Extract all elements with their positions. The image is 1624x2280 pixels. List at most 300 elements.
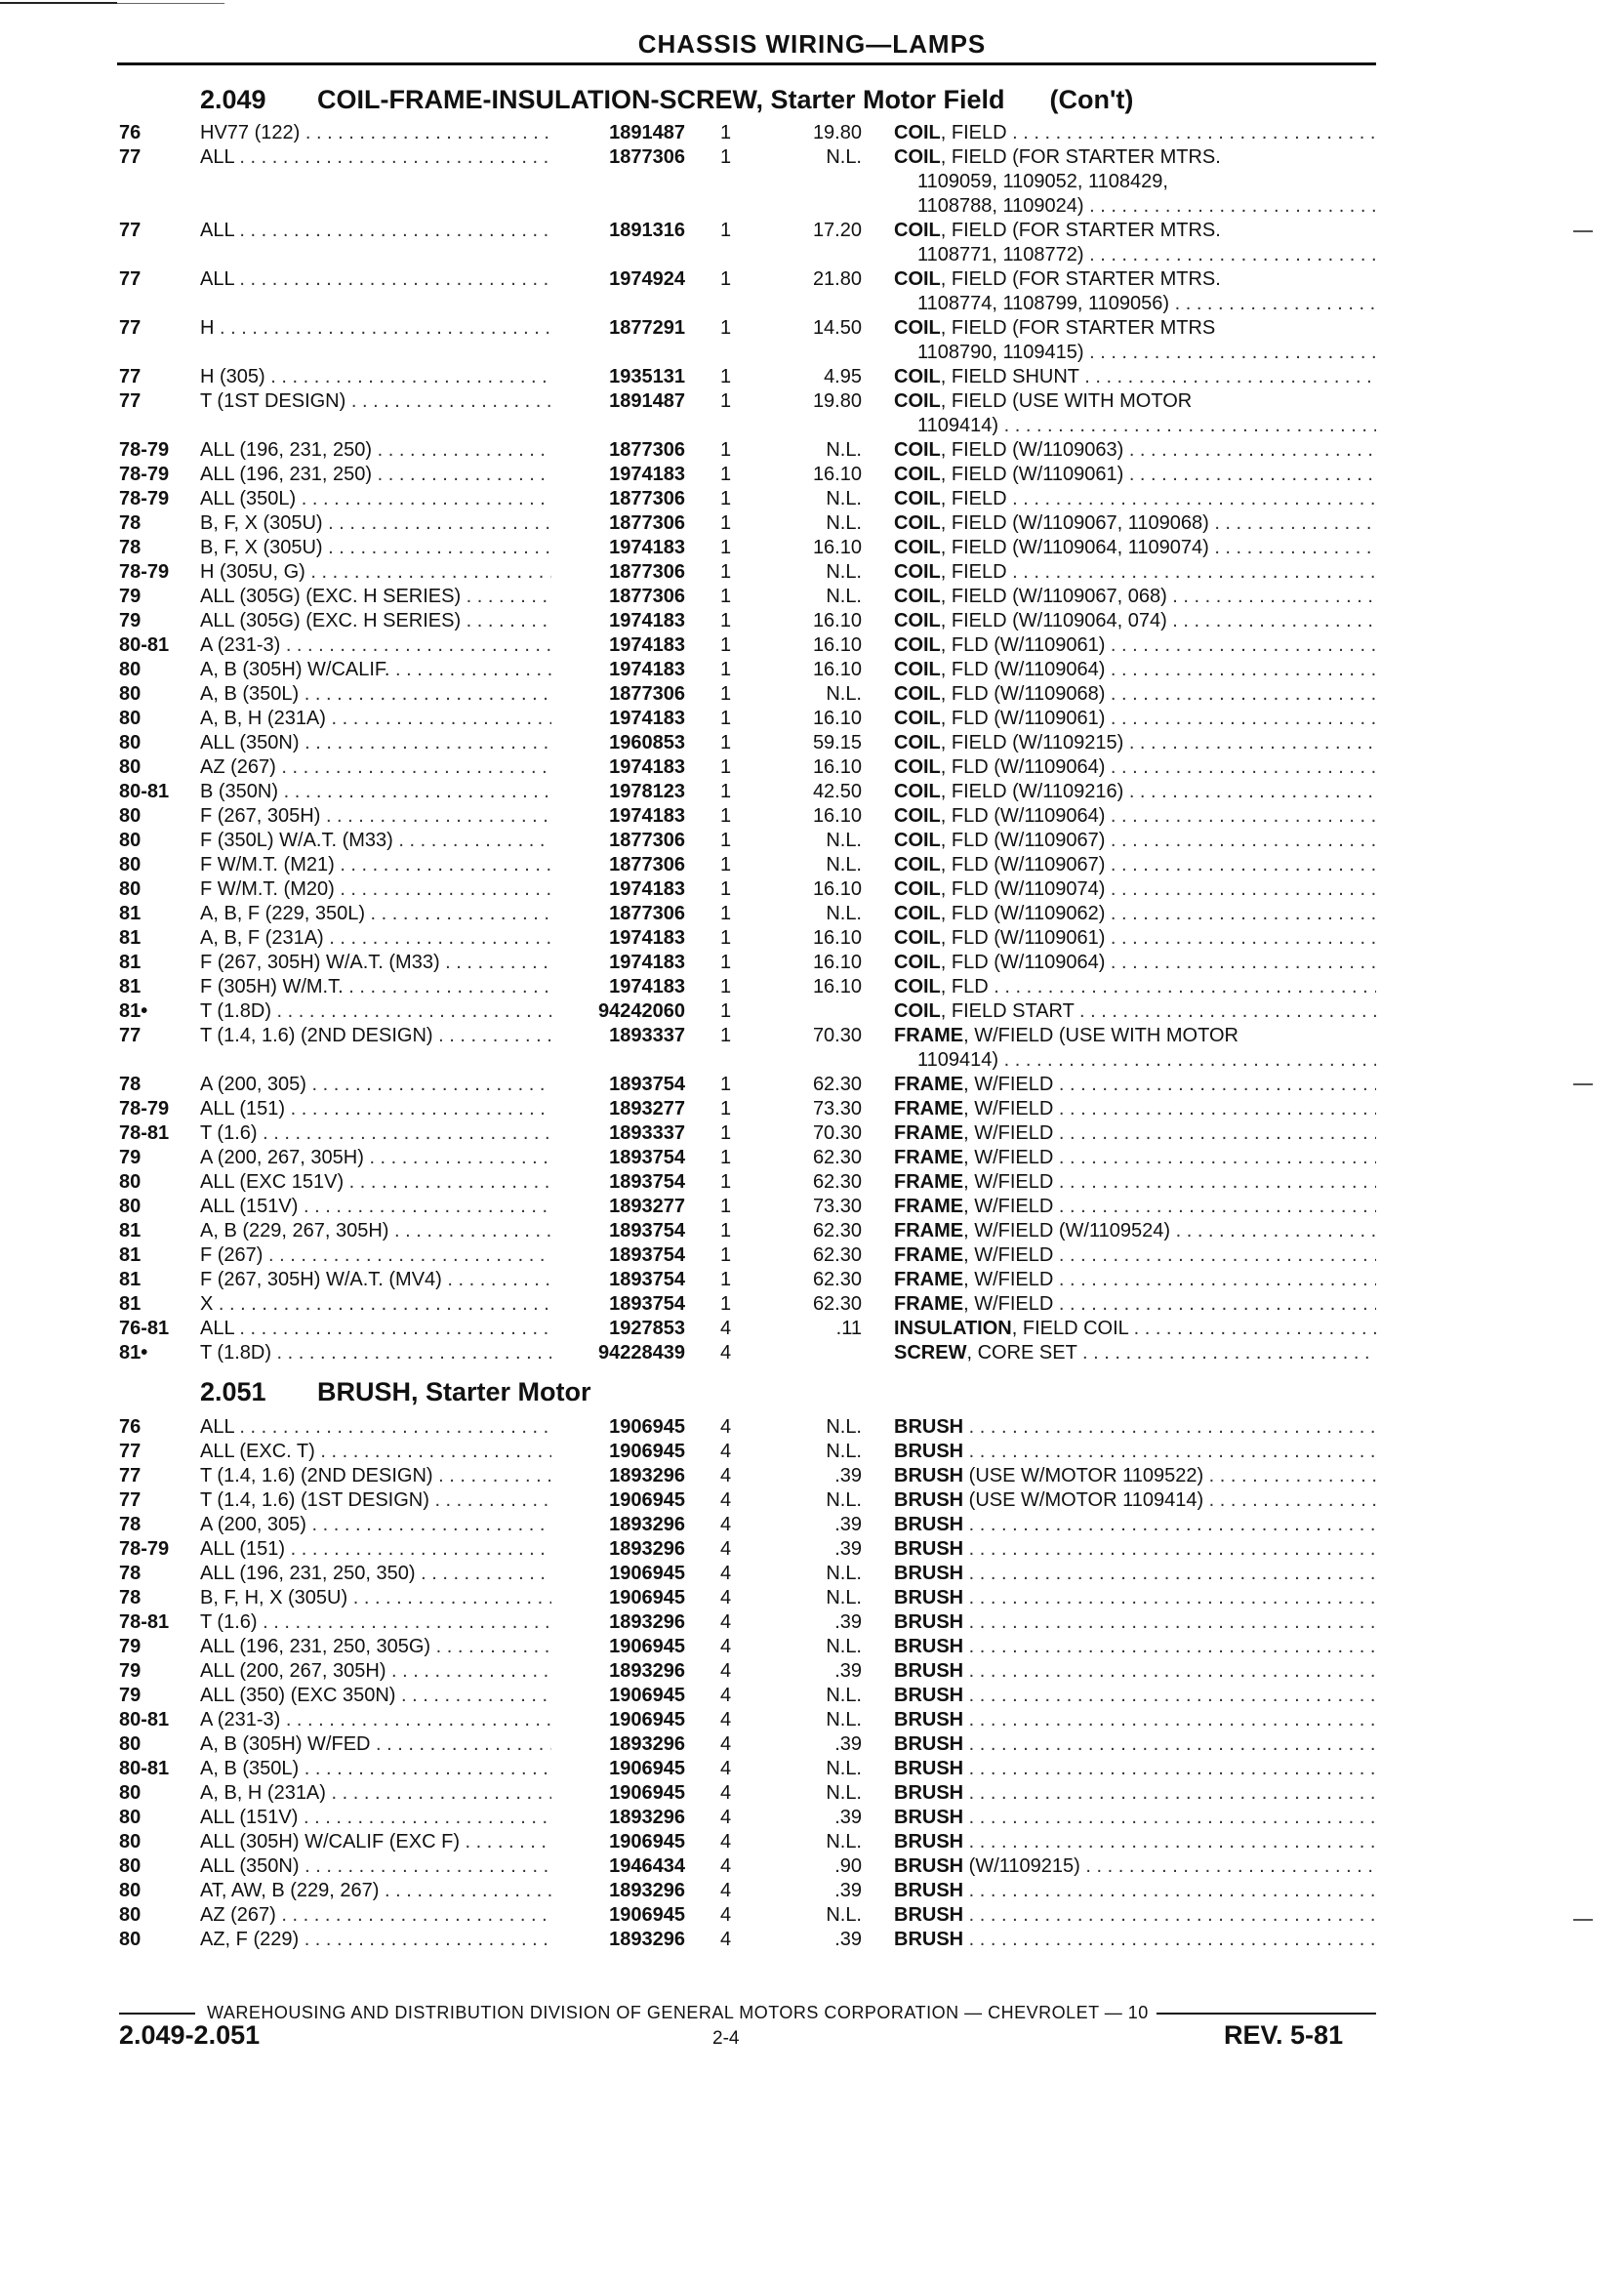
description-detail: , FLD (W/1109064) bbox=[940, 659, 1106, 680]
description-cell bbox=[894, 1219, 1376, 1243]
part-number-cell: 1906945 bbox=[609, 1563, 685, 1584]
table-row bbox=[0, 1073, 1624, 1097]
price-cell: .39 bbox=[834, 1514, 862, 1535]
description-detail: , FLD (W/1109061) bbox=[940, 927, 1106, 949]
quantity-cell: 1 bbox=[720, 1293, 732, 1315]
model-cell: B, F, X (305U) . . . bbox=[200, 536, 551, 560]
quantity-cell: 4 bbox=[720, 1342, 732, 1364]
description-keyword: BRUSH bbox=[894, 1904, 964, 1926]
part-number-cell: 1974924 bbox=[609, 268, 685, 290]
price-cell: N.L. bbox=[826, 488, 862, 509]
description-keyword: BRUSH bbox=[894, 1782, 964, 1804]
description-keyword: COIL bbox=[894, 268, 941, 290]
model-cell: F (267, 305H) W/A.T. (MV4) . . . bbox=[200, 1268, 551, 1292]
description-cell: 1109414) . . . bbox=[917, 414, 1376, 438]
table-row bbox=[0, 1024, 1624, 1048]
year-cell: 80 bbox=[119, 1782, 142, 1804]
year-cell: 81• bbox=[119, 1000, 148, 1022]
description-cell bbox=[894, 731, 1376, 755]
part-number-cell: 1893296 bbox=[609, 1514, 685, 1535]
table-row bbox=[0, 707, 1624, 731]
description-cell bbox=[894, 658, 1376, 682]
year-cell: 81 bbox=[119, 927, 142, 949]
part-number-cell: 1927853 bbox=[609, 1318, 685, 1339]
description-keyword: FRAME bbox=[894, 1122, 964, 1144]
description-detail: , FLD (W/1109061) bbox=[940, 634, 1106, 656]
description-keyword: BRUSH bbox=[894, 1880, 964, 1901]
description-keyword: COIL bbox=[894, 659, 941, 680]
quantity-cell: 1 bbox=[720, 1000, 732, 1022]
table-row-continuation bbox=[0, 170, 1624, 194]
section-number: 2.051 bbox=[200, 1377, 266, 1406]
year-cell: 81 bbox=[119, 1269, 142, 1290]
description-detail: , FIELD (FOR STARTER MTRS. bbox=[940, 268, 1221, 290]
table-row bbox=[0, 121, 1624, 145]
description-keyword: BRUSH bbox=[894, 1733, 964, 1755]
margin-mark bbox=[1573, 1919, 1593, 1921]
year-cell: 80-81 bbox=[119, 1758, 170, 1779]
model-cell: ALL (305H) W/CALIF (EXC F) . . . bbox=[200, 1830, 551, 1854]
description-cell bbox=[894, 1440, 1376, 1464]
year-cell: 80 bbox=[119, 683, 142, 705]
quantity-cell: 4 bbox=[720, 1489, 732, 1511]
model-cell: A (231-3) . . . bbox=[200, 633, 551, 658]
description-keyword: COIL bbox=[894, 732, 941, 753]
description-cell bbox=[894, 975, 1376, 999]
price-cell: 16.10 bbox=[812, 756, 862, 778]
description-cell: 1108771, 1108772) . . . bbox=[917, 243, 1376, 267]
model-cell: A, B (305H) W/FED . . . bbox=[200, 1732, 551, 1757]
description-detail: , FIELD (FOR STARTER MTRS bbox=[940, 317, 1216, 339]
quantity-cell: 1 bbox=[720, 1122, 732, 1144]
description-keyword: BRUSH bbox=[894, 1489, 969, 1511]
quantity-cell: 4 bbox=[720, 1636, 732, 1657]
price-cell: 16.10 bbox=[812, 927, 862, 949]
description-keyword: COIL bbox=[894, 1000, 941, 1022]
quantity-cell: 1 bbox=[720, 488, 732, 509]
quantity-cell: 1 bbox=[720, 952, 732, 973]
quantity-cell: 4 bbox=[720, 1685, 732, 1706]
section-number: 2.049 bbox=[200, 85, 266, 114]
description-keyword: BRUSH bbox=[894, 1929, 964, 1950]
price-cell: .39 bbox=[834, 1929, 862, 1950]
part-number-cell: 1877306 bbox=[609, 561, 685, 583]
year-cell: 80-81 bbox=[119, 634, 170, 656]
quantity-cell: 4 bbox=[720, 1318, 732, 1339]
table-row bbox=[0, 1806, 1624, 1830]
description-cell bbox=[894, 999, 1376, 1024]
year-cell: 78 bbox=[119, 537, 142, 558]
description-keyword: FRAME bbox=[894, 1074, 964, 1095]
description-cell bbox=[894, 1170, 1376, 1195]
year-cell: 77 bbox=[119, 1025, 142, 1046]
description-detail: , FIELD (W/1109067, 068) bbox=[940, 586, 1167, 607]
price-cell: N.L. bbox=[826, 1563, 862, 1584]
price-cell: N.L. bbox=[826, 1904, 862, 1926]
table-row bbox=[0, 560, 1624, 585]
table-row-continuation bbox=[0, 292, 1624, 316]
description-cell bbox=[894, 1586, 1376, 1610]
price-cell: 62.30 bbox=[812, 1269, 862, 1290]
description-cell bbox=[894, 755, 1376, 780]
year-cell: 80 bbox=[119, 708, 142, 729]
table-row bbox=[0, 1097, 1624, 1121]
year-cell: 80 bbox=[119, 659, 142, 680]
price-cell: 17.20 bbox=[812, 220, 862, 241]
quantity-cell: 1 bbox=[720, 781, 732, 802]
description-detail: , W/FIELD bbox=[963, 1171, 1054, 1193]
quantity-cell: 1 bbox=[720, 805, 732, 827]
table-row bbox=[0, 633, 1624, 658]
table-row bbox=[0, 145, 1624, 170]
quantity-cell: 1 bbox=[720, 1147, 732, 1168]
part-number-cell: 1877306 bbox=[609, 683, 685, 705]
price-cell: 14.50 bbox=[812, 317, 862, 339]
year-cell: 80-81 bbox=[119, 1709, 170, 1730]
description-cell: 1108774, 1108799, 1109056) . . . bbox=[917, 292, 1376, 316]
quantity-cell: 4 bbox=[720, 1538, 732, 1560]
price-cell: 70.30 bbox=[812, 1025, 862, 1046]
description-detail: , FLD bbox=[940, 976, 989, 998]
table-row bbox=[0, 999, 1624, 1024]
description-cell bbox=[894, 536, 1376, 560]
description-keyword: COIL bbox=[894, 464, 941, 485]
page-header: CHASSIS WIRING—LAMPS bbox=[637, 29, 987, 59]
table-row bbox=[0, 1684, 1624, 1708]
quantity-cell: 1 bbox=[720, 464, 732, 485]
price-cell: N.L. bbox=[826, 1489, 862, 1511]
table-row bbox=[0, 219, 1624, 243]
year-cell: 77 bbox=[119, 1441, 142, 1462]
description-cell bbox=[894, 1024, 1376, 1048]
quantity-cell: 1 bbox=[720, 122, 732, 143]
part-number-cell: 1974183 bbox=[609, 878, 685, 900]
description-keyword: BRUSH bbox=[894, 1758, 964, 1779]
description-keyword: BRUSH bbox=[894, 1416, 964, 1438]
footer-rule bbox=[1157, 2013, 1376, 2015]
model-cell: H (305) . . . bbox=[200, 365, 551, 389]
description-cell bbox=[894, 902, 1376, 926]
description-cell bbox=[894, 365, 1376, 389]
table-row bbox=[0, 1170, 1624, 1195]
description-cell bbox=[894, 1243, 1376, 1268]
part-number-cell: 1906945 bbox=[609, 1831, 685, 1852]
quantity-cell: 1 bbox=[720, 1074, 732, 1095]
model-cell: A, B, H (231A) . . . bbox=[200, 707, 551, 731]
description-keyword: BRUSH bbox=[894, 1441, 964, 1462]
margin-mark bbox=[1573, 230, 1593, 232]
description-detail: , W/FIELD bbox=[963, 1098, 1054, 1120]
description-detail: , W/FIELD (W/1109524) bbox=[963, 1220, 1171, 1242]
description-keyword: COIL bbox=[894, 586, 941, 607]
description-cell bbox=[894, 145, 1376, 170]
footer-revision: REV. 5-81 bbox=[1224, 2020, 1344, 2050]
table-row bbox=[0, 316, 1624, 341]
table-row bbox=[0, 438, 1624, 463]
description-keyword: COIL bbox=[894, 781, 941, 802]
table-row bbox=[0, 682, 1624, 707]
description-cell bbox=[894, 316, 1376, 341]
table-row bbox=[0, 1488, 1624, 1513]
model-cell: T (1.8D) . . . bbox=[200, 1341, 551, 1365]
description-cell bbox=[894, 1268, 1376, 1292]
price-cell: N.L. bbox=[826, 1782, 862, 1804]
table-row bbox=[0, 1610, 1624, 1635]
part-number-cell: 1974183 bbox=[609, 659, 685, 680]
table-row bbox=[0, 1146, 1624, 1170]
year-cell: 77 bbox=[119, 1465, 142, 1486]
quantity-cell: 1 bbox=[720, 1220, 732, 1242]
model-cell: F (305H) W/M.T. . . . bbox=[200, 975, 551, 999]
price-cell: 73.30 bbox=[812, 1098, 862, 1120]
description-keyword: COIL bbox=[894, 488, 941, 509]
year-cell: 76-81 bbox=[119, 1318, 170, 1339]
quantity-cell: 4 bbox=[720, 1465, 732, 1486]
part-number-cell: 1906945 bbox=[609, 1441, 685, 1462]
part-number-cell: 1893296 bbox=[609, 1807, 685, 1828]
description-cell bbox=[894, 682, 1376, 707]
year-cell: 81• bbox=[119, 1342, 148, 1364]
year-cell: 77 bbox=[119, 317, 142, 339]
part-number-cell: 1877306 bbox=[609, 488, 685, 509]
model-cell: AZ (267) . . . bbox=[200, 755, 551, 780]
price-cell: 16.10 bbox=[812, 634, 862, 656]
description-cell bbox=[894, 1317, 1376, 1341]
price-cell: 16.10 bbox=[812, 805, 862, 827]
quantity-cell: 1 bbox=[720, 756, 732, 778]
table-row-continuation bbox=[0, 243, 1624, 267]
quantity-cell: 4 bbox=[720, 1855, 732, 1877]
model-cell: ALL (196, 231, 250) . . . bbox=[200, 438, 551, 463]
model-cell: A, B (229, 267, 305H) . . . bbox=[200, 1219, 551, 1243]
quantity-cell: 1 bbox=[720, 586, 732, 607]
table-row bbox=[0, 1732, 1624, 1757]
description-keyword: BRUSH bbox=[894, 1538, 964, 1560]
table-row bbox=[0, 1562, 1624, 1586]
description-detail: (USE W/MOTOR 1109414) bbox=[968, 1489, 1204, 1511]
description-detail: , FLD (W/1109074) bbox=[940, 878, 1106, 900]
price-cell: N.L. bbox=[826, 1587, 862, 1608]
table-row bbox=[0, 658, 1624, 682]
description-detail: , W/FIELD bbox=[963, 1122, 1054, 1144]
model-cell: ALL (305G) (EXC. H SERIES) . . . bbox=[200, 609, 551, 633]
description-cell bbox=[894, 1659, 1376, 1684]
quantity-cell: 4 bbox=[720, 1929, 732, 1950]
year-cell: 77 bbox=[119, 220, 142, 241]
description-keyword: FRAME bbox=[894, 1293, 964, 1315]
description-cell bbox=[894, 219, 1376, 243]
description-cell bbox=[894, 1903, 1376, 1928]
part-number-cell: 1974183 bbox=[609, 464, 685, 485]
table-row bbox=[0, 1854, 1624, 1879]
description-cell bbox=[894, 1488, 1376, 1513]
price-cell: .39 bbox=[834, 1807, 862, 1828]
description-keyword: COIL bbox=[894, 683, 941, 705]
description-keyword: COIL bbox=[894, 146, 941, 168]
model-cell: F W/M.T. (M20) . . . bbox=[200, 877, 551, 902]
price-cell: .39 bbox=[834, 1880, 862, 1901]
description-detail: (USE W/MOTOR 1109522) bbox=[968, 1465, 1204, 1486]
table-row-continuation bbox=[0, 341, 1624, 365]
footer-division-line bbox=[119, 2003, 1376, 2023]
quantity-cell: 1 bbox=[720, 512, 732, 534]
table-row bbox=[0, 853, 1624, 877]
quantity-cell: 1 bbox=[720, 1269, 732, 1290]
price-cell: N.L. bbox=[826, 1831, 862, 1852]
part-number-cell: 1893754 bbox=[609, 1269, 685, 1290]
description-cell bbox=[894, 1097, 1376, 1121]
section-heading-2049 bbox=[200, 82, 1133, 117]
quantity-cell: 1 bbox=[720, 903, 732, 924]
table-row bbox=[0, 463, 1624, 487]
description-cell bbox=[894, 121, 1376, 145]
quantity-cell: 1 bbox=[720, 610, 732, 631]
year-cell: 78-79 bbox=[119, 464, 170, 485]
parts-table-2049 bbox=[0, 121, 1624, 1365]
description-detail: , FLD (W/1109068) bbox=[940, 683, 1106, 705]
table-row bbox=[0, 1415, 1624, 1440]
model-cell: A, B (350L) . . . bbox=[200, 682, 551, 707]
description-keyword: BRUSH bbox=[894, 1514, 964, 1535]
part-number-cell: 1893277 bbox=[609, 1098, 685, 1120]
model-cell: T (1.4, 1.6) (1ST DESIGN) . . . bbox=[200, 1488, 551, 1513]
description-keyword: INSULATION bbox=[894, 1318, 1012, 1339]
description-keyword: BRUSH bbox=[894, 1636, 964, 1657]
description-keyword: COIL bbox=[894, 805, 941, 827]
year-cell: 76 bbox=[119, 1416, 142, 1438]
description-detail: , W/FIELD bbox=[963, 1269, 1054, 1290]
price-cell: 62.30 bbox=[812, 1220, 862, 1242]
part-number-cell: 1877306 bbox=[609, 146, 685, 168]
description-cell: 1109414) . . . bbox=[917, 1048, 1376, 1073]
table-row-continuation bbox=[0, 194, 1624, 219]
part-number-cell: 1978123 bbox=[609, 781, 685, 802]
part-number-cell: 1877291 bbox=[609, 317, 685, 339]
description-cell bbox=[894, 1879, 1376, 1903]
part-number-cell: 1891487 bbox=[609, 390, 685, 412]
price-cell: 16.10 bbox=[812, 610, 862, 631]
description-keyword: FRAME bbox=[894, 1244, 964, 1266]
description-keyword: COIL bbox=[894, 537, 941, 558]
description-cell bbox=[894, 853, 1376, 877]
model-cell: A (231-3) . . . bbox=[200, 1708, 551, 1732]
description-keyword: COIL bbox=[894, 854, 941, 875]
section-title: COIL-FRAME-INSULATION-SCREW, Starter Motor Field bbox=[317, 85, 1005, 114]
price-cell: 4.95 bbox=[824, 366, 862, 387]
part-number-cell: 1893296 bbox=[609, 1660, 685, 1682]
description-cell bbox=[894, 1537, 1376, 1562]
part-number-cell: 1877306 bbox=[609, 439, 685, 461]
description-cell bbox=[894, 877, 1376, 902]
part-number-cell: 1893296 bbox=[609, 1611, 685, 1633]
table-row bbox=[0, 1928, 1624, 1952]
quantity-cell: 4 bbox=[720, 1416, 732, 1438]
description-cell bbox=[894, 780, 1376, 804]
table-row bbox=[0, 1879, 1624, 1903]
description-keyword: COIL bbox=[894, 220, 941, 241]
price-cell: N.L. bbox=[826, 512, 862, 534]
table-row bbox=[0, 511, 1624, 536]
model-cell: ALL (305G) (EXC. H SERIES) . . . bbox=[200, 585, 551, 609]
price-cell: 62.30 bbox=[812, 1074, 862, 1095]
description-detail: , W/FIELD bbox=[963, 1293, 1054, 1315]
quantity-cell: 4 bbox=[720, 1441, 732, 1462]
model-cell: ALL (196, 231, 250, 305G) . . . bbox=[200, 1635, 551, 1659]
scan-edge-mark bbox=[0, 0, 224, 4]
year-cell: 78 bbox=[119, 1563, 142, 1584]
description-detail: , FIELD (USE WITH MOTOR bbox=[940, 390, 1193, 412]
part-number-cell: 1906945 bbox=[609, 1636, 685, 1657]
part-number-cell: 1877306 bbox=[609, 512, 685, 534]
year-cell: 80 bbox=[119, 1880, 142, 1901]
quantity-cell: 1 bbox=[720, 1025, 732, 1046]
description-keyword: BRUSH bbox=[894, 1855, 969, 1877]
quantity-cell: 1 bbox=[720, 1244, 732, 1266]
description-cell bbox=[894, 1781, 1376, 1806]
year-cell: 80 bbox=[119, 878, 142, 900]
quantity-cell: 4 bbox=[720, 1904, 732, 1926]
model-cell: ALL (EXC. T) . . . bbox=[200, 1440, 551, 1464]
part-number-cell: 1906945 bbox=[609, 1709, 685, 1730]
year-cell: 77 bbox=[119, 146, 142, 168]
description-keyword: BRUSH bbox=[894, 1587, 964, 1608]
table-row bbox=[0, 1537, 1624, 1562]
model-cell: A, B, H (231A) . . . bbox=[200, 1781, 551, 1806]
price-cell: 16.10 bbox=[812, 464, 862, 485]
quantity-cell: 4 bbox=[720, 1660, 732, 1682]
description-cell bbox=[894, 1635, 1376, 1659]
quantity-cell: 4 bbox=[720, 1733, 732, 1755]
description-cell bbox=[894, 804, 1376, 829]
description-cell bbox=[894, 1732, 1376, 1757]
price-cell: N.L. bbox=[826, 1758, 862, 1779]
description-detail: , CORE SET bbox=[966, 1342, 1077, 1364]
quantity-cell: 1 bbox=[720, 146, 732, 168]
section-title: BRUSH, Starter Motor bbox=[317, 1377, 591, 1406]
model-cell: T (1ST DESIGN) . . . bbox=[200, 389, 551, 414]
year-cell: 80 bbox=[119, 854, 142, 875]
model-cell: ALL (350N) . . . bbox=[200, 1854, 551, 1879]
table-row bbox=[0, 1219, 1624, 1243]
part-number-cell: 1893754 bbox=[609, 1147, 685, 1168]
model-cell: ALL (151) . . . bbox=[200, 1097, 551, 1121]
part-number-cell: 1906945 bbox=[609, 1782, 685, 1804]
description-detail: , FIELD (W/1109215) bbox=[940, 732, 1124, 753]
table-row bbox=[0, 1317, 1624, 1341]
price-cell: N.L. bbox=[826, 854, 862, 875]
description-cell bbox=[894, 438, 1376, 463]
price-cell: .39 bbox=[834, 1465, 862, 1486]
description-cell bbox=[894, 487, 1376, 511]
model-cell: ALL (200, 267, 305H) . . . bbox=[200, 1659, 551, 1684]
part-number-cell: 1893296 bbox=[609, 1733, 685, 1755]
year-cell: 81 bbox=[119, 903, 142, 924]
price-cell: .39 bbox=[834, 1538, 862, 1560]
description-detail: , W/FIELD bbox=[963, 1074, 1054, 1095]
description-cell bbox=[894, 585, 1376, 609]
price-cell: N.L. bbox=[826, 586, 862, 607]
table-row bbox=[0, 1757, 1624, 1781]
description-detail: , FIELD START bbox=[940, 1000, 1075, 1022]
price-cell: 21.80 bbox=[812, 268, 862, 290]
price-cell: 19.80 bbox=[812, 122, 862, 143]
model-cell: B, F, X (305U) . . . bbox=[200, 511, 551, 536]
part-number-cell: 1906945 bbox=[609, 1904, 685, 1926]
description-cell bbox=[894, 609, 1376, 633]
description-keyword: COIL bbox=[894, 512, 941, 534]
part-number-cell: 1974183 bbox=[609, 927, 685, 949]
model-cell: A, B, F (229, 350L) . . . bbox=[200, 902, 551, 926]
